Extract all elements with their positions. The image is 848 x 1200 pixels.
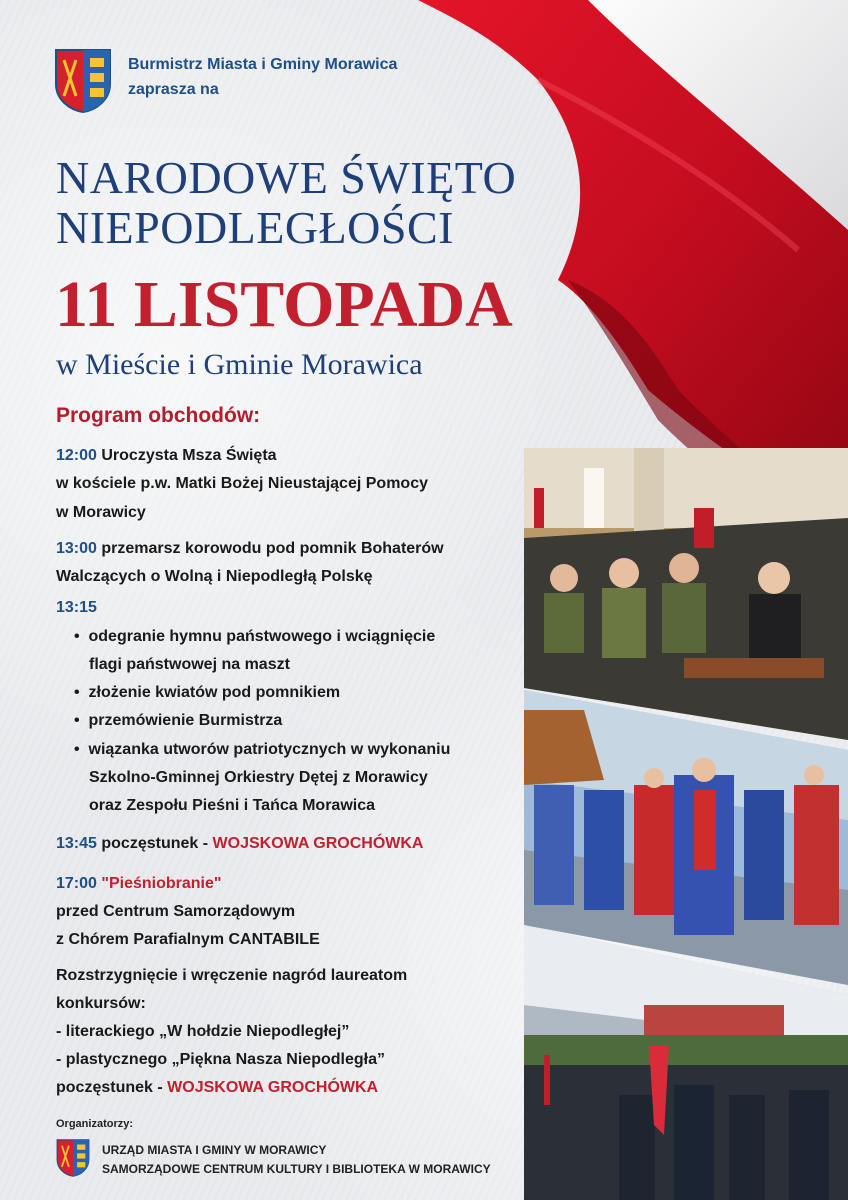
bullet-4-cont-2: oraz Zespołu Pieśni i Tańca Morawica [89, 797, 376, 814]
bullet-2-text: złożenie kwiatów pod pomnikiem [88, 684, 341, 701]
title-line-2: NIEPODLEGŁOŚCI [56, 202, 454, 253]
event-6-line-1: Rozstrzygnięcie i wręczenie nagród laureatom [56, 967, 408, 984]
event-6-line-3: - literackiego „W hołdzie Niepodległej” [56, 1023, 350, 1040]
event-2-text: przemarsz korowodu pod pomnik Bohaterów [101, 540, 444, 557]
invites-text: zaprasza na [128, 81, 219, 98]
event-4-highlight: WOJSKOWA GROCHÓWKA [212, 835, 424, 852]
event-2-line-1 [56, 535, 444, 563]
bullet-3-text: przemówienie Burmistrza [88, 712, 283, 729]
bullet-4-text: wiązanka utworów patriotycznych w wykonaniu [88, 741, 451, 758]
organizer-crest-icon [56, 1138, 90, 1178]
event-2-time: 13:00 [56, 540, 97, 557]
event-5-time: 17:00 [56, 875, 97, 892]
event-1-line-1 [56, 442, 277, 470]
event-6-highlight: WOJSKOWA GROCHÓWKA [167, 1079, 379, 1096]
event-5-line-3: z Chórem Parafialnym CANTABILE [56, 931, 320, 948]
event-6-text: poczęstunek - [56, 1079, 168, 1096]
event-4-time: 13:45 [56, 835, 97, 852]
bullet-3: • przemówienie Burmistrza [74, 712, 283, 729]
title-place: w Mieście i Gminie Morawica [56, 348, 423, 381]
event-6-line-2: konkursów: [56, 995, 146, 1012]
inviter-name: Burmistrz Miasta i Gminy Morawica [128, 56, 398, 73]
event-1-time: 12:00 [56, 447, 97, 464]
event-6-line-5 [56, 1074, 378, 1102]
photo-ceremony-square [524, 925, 848, 1200]
bullet-1: • odegranie hymnu państwowego i wciągnięcie [74, 628, 436, 645]
event-5-name: "Pieśniobranie" [101, 875, 222, 892]
organizer-1: URZĄD MIASTA I GMINY W MORAWICY [102, 1143, 327, 1157]
bullet-4-cont-1: Szkolno-Gminnej Orkiestry Dętej z Morawicy [89, 769, 428, 786]
event-3-time: 13:15 [56, 599, 97, 616]
event-4 [56, 830, 423, 858]
event-1-line-2: w kościele p.w. Matki Bożej Nieustającej Pomocy [56, 475, 428, 492]
invitation-header [128, 52, 397, 102]
event-4-text: poczęstunek - [101, 835, 213, 852]
coat-of-arms-icon [54, 48, 112, 114]
organizers-label: Organizatorzy: [56, 1118, 134, 1130]
event-2-line-2: Walczących o Wolną i Niepodległą Polskę [56, 568, 373, 585]
title-date: 11 LISTOPADA [55, 268, 513, 341]
event-1-text: Uroczysta Msza Święta [101, 447, 277, 464]
organizer-2: SAMORZĄDOWE CENTRUM KULTURY I BIBLIOTEKA W MORAWICY [102, 1162, 491, 1176]
event-5-line-2: przed Centrum Samorządowym [56, 903, 296, 920]
bullet-2: • złożenie kwiatów pod pomnikiem [74, 684, 341, 701]
bullet-1-text: odegranie hymnu państwowego i wciągnięcie [88, 628, 436, 645]
event-1-line-3: w Morawicy [56, 504, 146, 521]
event-6-line-4: - plastycznego „Piękna Nasza Niepodległa” [56, 1051, 385, 1068]
bullet-1-cont: flagi państwowej na maszt [89, 656, 290, 673]
program-heading: Program obchodów: [56, 404, 261, 427]
bullet-4: • wiązanka utworów patriotycznych w wykonaniu [74, 741, 451, 758]
event-5-line-1 [56, 870, 221, 898]
title-line-1: NARODOWE ŚWIĘTO [56, 152, 517, 203]
